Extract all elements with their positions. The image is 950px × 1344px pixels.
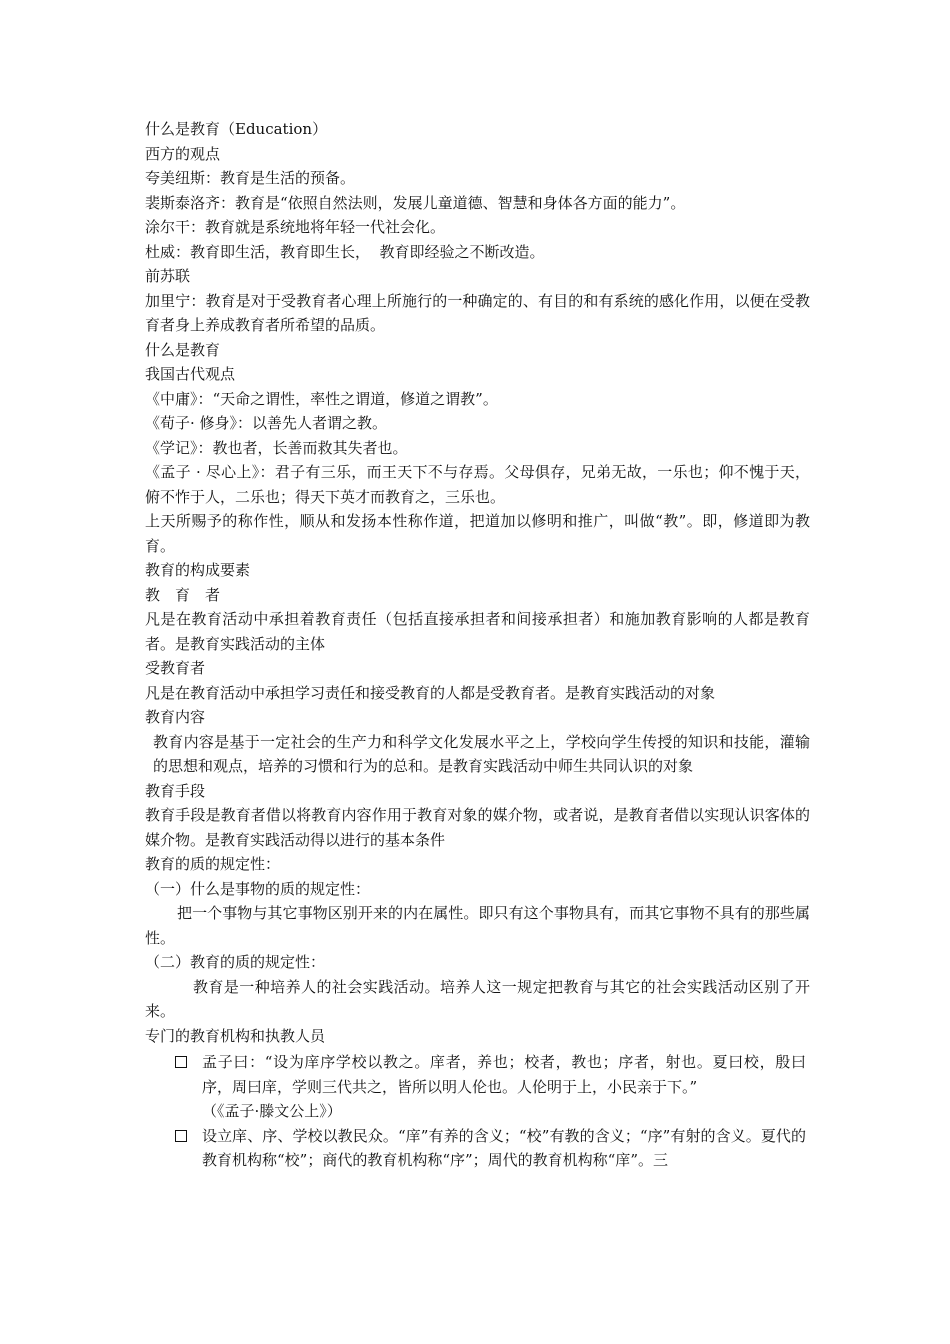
western-heading: 西方的观点	[145, 144, 221, 163]
learner-heading: 受教育者	[145, 659, 206, 677]
quality-sub-text-2: 教育是一种培养人的社会实践活动。培养人这一规定把教育与其它的社会实践活动区别了开来。	[145, 977, 810, 1020]
institutions-heading: 专门的教育机构和执教人员	[145, 1026, 326, 1045]
dewey-quote: 杜威：教育即生活，教育即生长， 教育即经验之不断改造。	[145, 242, 545, 261]
tianshang-explanation: 上天所赐予的称作性，顺从和发扬本性称作道，把道加以修明和推广，叫做“教”。即，修道即为教育。	[145, 512, 810, 555]
quality-sub-text-1: 把一个事物与其它事物区别开来的内在属性。即只有这个事物具有，而其它事物不具有的那些属性。	[145, 904, 810, 947]
elements-heading: 教育的构成要素	[145, 561, 251, 579]
list-item-text	[202, 1124, 806, 1173]
mencius-institution-quote: 孟子曰：“设为庠序学校以教之。庠者，养也；校者，教也；序者，射也。夏曰校，殷曰序，周曰庠，学则三代共之，皆所以明人伦也。人伦明于上，小民亲于下。”	[202, 1053, 806, 1096]
content-definition: 教育内容是基于一定社会的生产力和科学文化发展水平之上，学校向学生传授的知识和技能，灌输的思想和观点，培养的习惯和行为的总和。是教育实践活动中师生共同认识的对象	[153, 732, 810, 775]
kalinin-quote: 加里宁：教育是对于受教育者心理上所施行的一种确定的、有目的和有系统的感化作用，以便在受教育者身上养成教育者所希望的品质。	[145, 291, 810, 334]
square-bullet-icon	[175, 1130, 187, 1142]
durkheim-quote: 涂尔干：教育就是系统地将年轻一代社会化。	[145, 218, 446, 236]
quality-heading: 教育的质的规定性：	[145, 855, 281, 873]
educator-definition: 凡是在教育活动中承担着教育责任（包括直接承担者和间接承担者）和施加教育影响的人都是教育者。是教育实践活动的主体	[145, 610, 810, 653]
mencius-quote: 《孟子 · 尽心上》：君子有三乐，而王天下不与存焉。父母俱存，兄弟无故，一乐也；仰不愧于天，俯不怍于人，二乐也；得天下英才而教育之，三乐也。	[145, 463, 810, 506]
ancient-heading: 我国古代观点	[145, 365, 236, 383]
means-heading: 教育手段	[145, 781, 206, 800]
list-item	[145, 1124, 810, 1173]
bullet-list	[145, 1050, 810, 1173]
content-heading: 教育内容	[145, 708, 206, 726]
pestalozzi-quote: 裴斯泰洛齐：教育是“依照自然法则，发展儿童道德、智慧和身体各方面的能力”。	[145, 193, 686, 212]
means-definition: 教育手段是教育者借以将教育内容作用于教育对象的媒介物，或者说，是教育者借以实现认识客体的媒介物。是教育实践活动得以进行的基本条件	[145, 806, 810, 849]
list-item	[145, 1050, 810, 1124]
zhongyong-quote: 《中庸》：“天命之谓性，率性之谓道，修道之谓教”。	[145, 389, 498, 408]
document-page	[145, 117, 810, 1173]
institution-explanation: 设立庠、序、学校以教民众。“庠”有养的含义；“校”有教的含义；“序”有射的含义。夏代的教育机构称“校”；商代的教育机构称“序”；周代的教育机构称“庠”。三	[202, 1126, 806, 1169]
quality-sub-heading-2: （二）教育的质的规定性：	[145, 953, 326, 971]
xunzi-quote: 《荀子· 修身》：以善先人者谓之教。	[145, 414, 388, 432]
xueji-quote: 《学记》：教也者，长善而救其失者也。	[145, 438, 408, 457]
section-title-2: 什么是教育	[145, 340, 221, 359]
learner-definition: 凡是在教育活动中承担学习责任和接受教育的人都是受教育者。是教育实践活动的对象	[145, 683, 716, 702]
quality-sub-heading-1: （一）什么是事物的质的规定性：	[145, 879, 371, 898]
doc-title: 什么是教育（Education）	[145, 120, 328, 138]
quote-source: （《孟子·滕文公上》）	[202, 1102, 342, 1120]
soviet-heading: 前苏联	[145, 267, 191, 285]
list-item-text	[202, 1050, 806, 1124]
educator-heading: 教 育 者	[145, 585, 221, 604]
comenius-quote: 夸美纽斯：教育是生活的预备。	[145, 169, 356, 187]
square-bullet-icon	[175, 1056, 187, 1068]
